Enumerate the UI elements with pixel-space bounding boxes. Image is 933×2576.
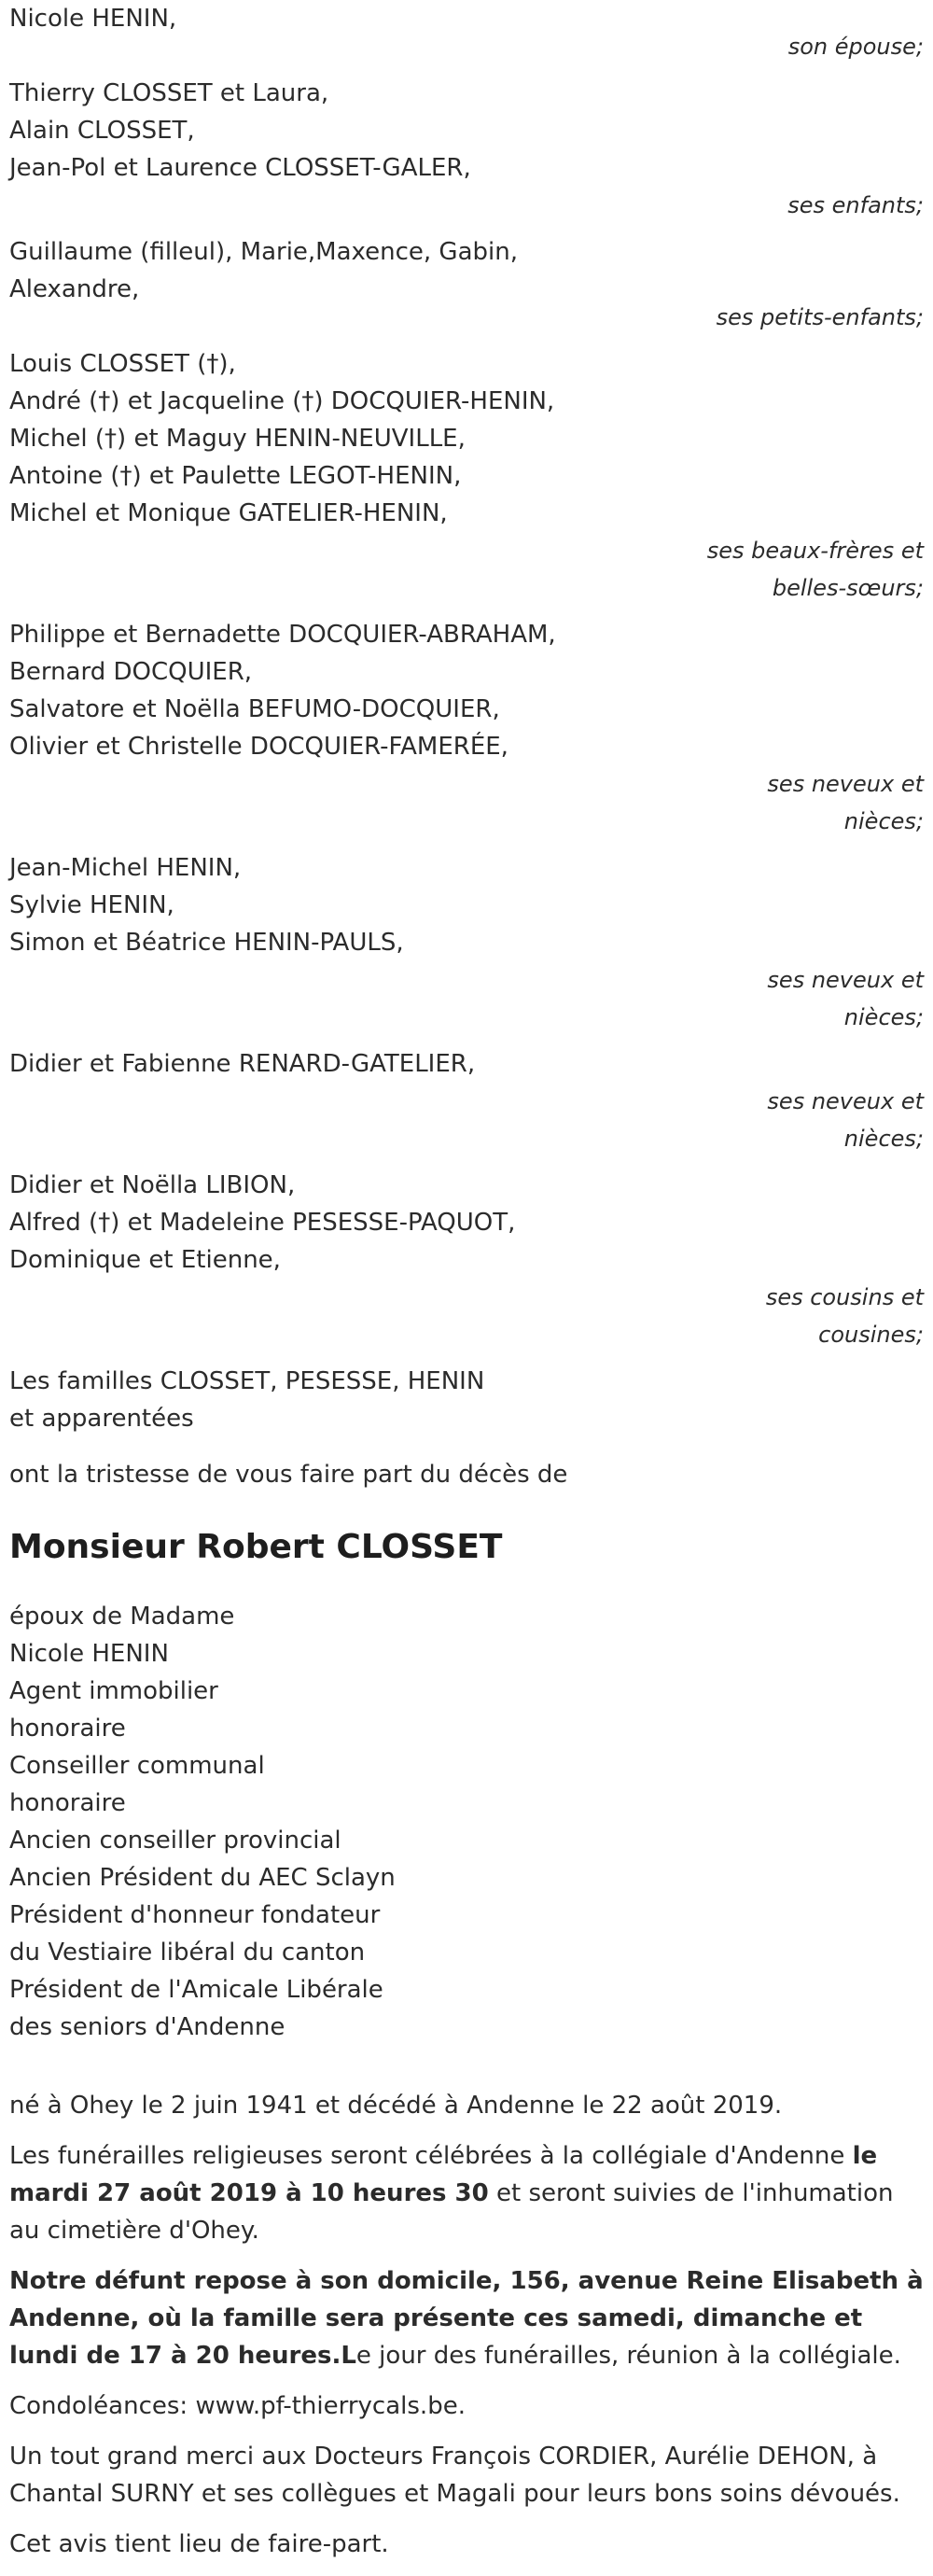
family-name-line: Didier et Noëlla LIBION, xyxy=(9,1171,296,1199)
relation-label: nièces; xyxy=(843,808,924,834)
family-group-grandchildren xyxy=(9,233,924,336)
title-line: des seniors d'Andenne xyxy=(9,2013,285,2041)
deceased-name: Monsieur Robert CLOSSET xyxy=(9,1528,503,1566)
relation-label: ses petits-enfants; xyxy=(716,304,924,330)
deceased-titles xyxy=(9,1598,924,2046)
family-name-line: Alain CLOSSET, xyxy=(9,117,195,145)
family-name-line: Bernard DOCQUIER, xyxy=(9,658,253,686)
family-group-cousins xyxy=(9,1167,924,1353)
relation-label: ses beaux-frères et xyxy=(706,538,924,564)
family-name-line: Jean-Michel HENIN, xyxy=(9,854,242,882)
family-name-line: Nicole HENIN, xyxy=(9,5,177,33)
family-group-in-laws xyxy=(9,345,924,607)
title-line: honoraire xyxy=(9,1715,126,1743)
title-line: honoraire xyxy=(9,1789,126,1817)
title-line: Ancien Président du AEC Sclayn xyxy=(9,1864,396,1892)
funeral-text-end: et seront suivies de l'inhumation au cimetière d'Ohey. xyxy=(9,2179,894,2245)
family-name-line: Alfred (†) et Madeleine PESESSE-PAQUOT, xyxy=(9,1209,516,1237)
thanks-text: Un tout grand merci aux Docteurs François CORDIER, Aurélie DEHON, à Chantal SURNY et ses collègues et Magali pour leurs bons soins dévoués. xyxy=(9,2443,900,2508)
relation-label: ses cousins et xyxy=(765,1284,924,1310)
title-line: du Vestiaire libéral du canton xyxy=(9,1939,366,1967)
family-name-line: Didier et Fabienne RENARD-GATELIER, xyxy=(9,1050,476,1078)
family-name-line: Antoine (†) et Paulette LEGOT-HENIN, xyxy=(9,462,462,490)
family-group-nephews-henin xyxy=(9,849,924,1036)
family-name-line: Michel et Monique GATELIER-HENIN, xyxy=(9,499,448,527)
family-name-line: Thierry CLOSSET et Laura, xyxy=(9,79,329,107)
title-line: Conseiller communal xyxy=(9,1752,265,1780)
relation-label: son épouse; xyxy=(787,34,924,60)
relation-label: ses neveux et xyxy=(767,771,924,797)
families-line: et apparentées xyxy=(9,1405,194,1433)
family-name-line: Olivier et Christelle DOCQUIER-FAMERÉE, xyxy=(9,733,508,761)
relation-label: ses enfants; xyxy=(787,192,924,218)
family-name-line: Salvatore et Noëlla BEFUMO-DOCQUIER, xyxy=(9,695,500,723)
family-group-nephews-renard xyxy=(9,1045,924,1157)
relation-label: belles-sœurs; xyxy=(772,575,924,601)
title-line: époux de Madame xyxy=(9,1603,235,1631)
family-group-spouse xyxy=(9,0,924,65)
title-line: Nicole HENIN xyxy=(9,1640,169,1668)
title-line: Président d'honneur fondateur xyxy=(9,1901,381,1929)
family-name-line: Alexandre, xyxy=(9,275,140,303)
title-line: Agent immobilier xyxy=(9,1677,218,1705)
family-name-line: André (†) et Jacqueline (†) DOCQUIER-HENIN, xyxy=(9,387,555,415)
title-line: Président de l'Amicale Libérale xyxy=(9,1976,383,2004)
relation-label: nièces; xyxy=(843,1004,924,1030)
relation-label: ses neveux et xyxy=(767,967,924,993)
visitation-letter: L xyxy=(341,2342,356,2370)
families-line: Les familles CLOSSET, PESESSE, HENIN xyxy=(9,1367,485,1395)
family-name-line: Sylvie HENIN, xyxy=(9,891,174,919)
family-name-line: Simon et Béatrice HENIN-PAULS, xyxy=(9,929,404,957)
closing-text: Cet avis tient lieu de faire-part. xyxy=(9,2530,389,2558)
relation-label: cousines; xyxy=(818,1322,924,1348)
family-name-line: Dominique et Etienne, xyxy=(9,1246,281,1274)
obituary-notice xyxy=(9,0,924,2576)
title-line: Ancien conseiller provincial xyxy=(9,1827,341,1855)
visitation-text-end: e jour des funérailles, réunion à la collégiale. xyxy=(355,2342,901,2370)
announcement-text: ont la tristesse de vous faire part du décès de xyxy=(9,1461,568,1489)
funeral-info xyxy=(9,2137,924,2249)
family-group-nephews-docquier xyxy=(9,616,924,840)
birth-death-info: né à Ohey le 2 juin 1941 et décédé à Andenne le 22 août 2019. xyxy=(9,2092,783,2120)
visitation-info xyxy=(9,2262,924,2374)
visitation-details: Notre défunt repose à son domicile, 156, avenue Reine Elisabeth à Andenne, où la famille sera présente ces samedi, dimanche et lundi de 17 à 20 heures. xyxy=(9,2267,924,2370)
family-name-line: Michel (†) et Maguy HENIN-NEUVILLE, xyxy=(9,425,466,453)
funeral-text: Les funérailles religieuses seront célébrées à la collégiale d'Andenne xyxy=(9,2142,853,2170)
family-group-children xyxy=(9,75,924,224)
family-name-line: Jean-Pol et Laurence CLOSSET-GALER, xyxy=(9,154,471,182)
family-name-line: Louis CLOSSET (†), xyxy=(9,350,236,378)
funeral-date: le mardi 27 août 2019 à 10 heures 30 xyxy=(9,2142,878,2207)
relation-label: ses neveux et xyxy=(767,1088,924,1114)
relation-label: nièces; xyxy=(843,1126,924,1152)
family-name-line: Philippe et Bernadette DOCQUIER-ABRAHAM, xyxy=(9,621,556,649)
family-name-line: Guillaume (filleul), Marie,Maxence, Gabin, xyxy=(9,238,518,266)
condolences-info: Condoléances: www.pf-thierrycals.be. xyxy=(9,2392,466,2420)
families-block xyxy=(9,1363,924,1437)
